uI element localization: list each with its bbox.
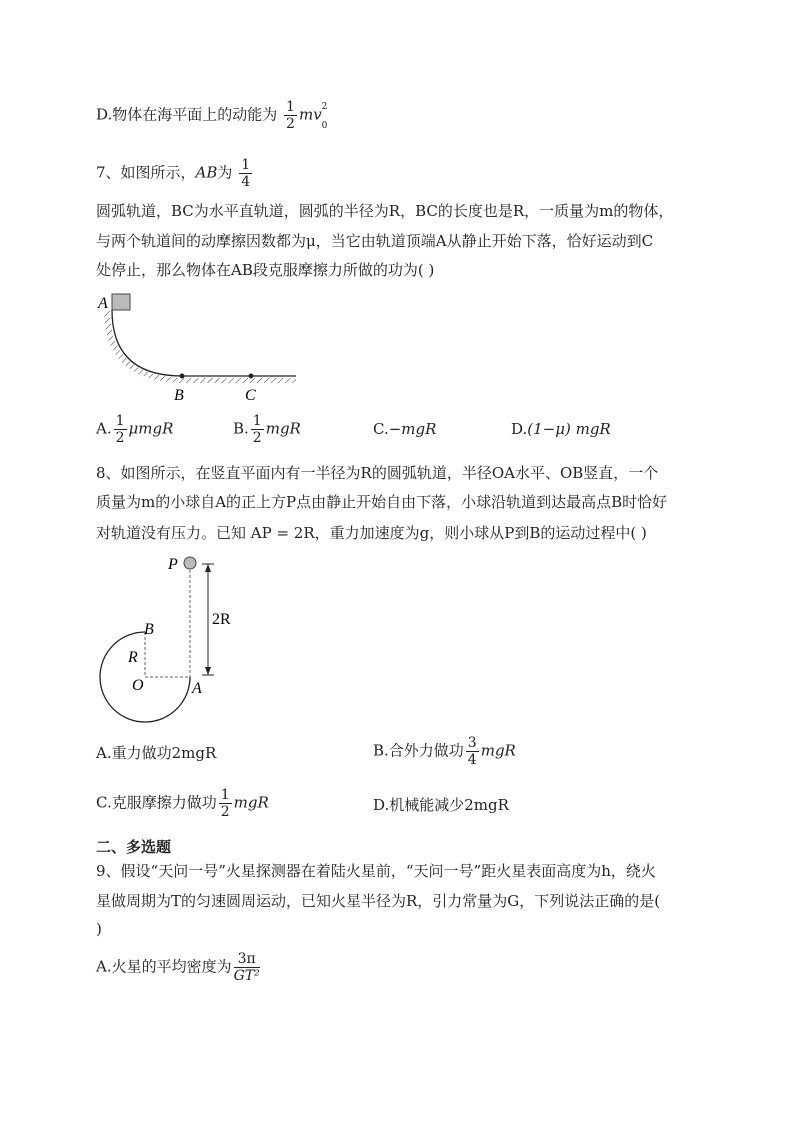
q8-circle-track-diagram (90, 550, 250, 725)
label-r: R (128, 649, 138, 666)
section-heading: 二、多选题 (96, 838, 172, 856)
point-c (249, 374, 254, 379)
fraction: $\frac{1}{2}$ (286, 99, 295, 132)
q8-line1: 8、如图所示，在竖直平面内有一半径为R的圆弧轨道，半径OA水平、OB竖直，一个 (96, 464, 659, 482)
ball (184, 557, 196, 569)
label-p: P (168, 556, 178, 573)
label-a: A (98, 295, 108, 312)
label-b: B (174, 387, 184, 404)
q7-track-diagram (90, 288, 310, 408)
label-b: B (144, 621, 154, 638)
hatch-shading (104, 310, 296, 383)
q8-option-c[interactable]: C.克服摩擦力做功 $\frac{1}{2}$ mgR (96, 787, 269, 820)
arc-track (112, 310, 296, 376)
arrow-bottom (205, 667, 211, 675)
formula: mv (298, 105, 322, 124)
q7-line2: 圆弧轨道，BC为水平直轨道，圆弧的半径为R，BC的长度也是R，一质量为m的物体， (96, 202, 674, 220)
label-c: C (245, 387, 256, 404)
q8-line2: 质量为m的小球自A的正上方P点由静止开始自由下落，小球沿轨道到达最高点B时恰好 (96, 493, 668, 511)
q8-option-a[interactable]: A.重力做功2mgR (96, 744, 217, 762)
q7-option-a[interactable]: A. $\frac{1}{2}$ μmgR (96, 413, 174, 446)
q8-line3: 对轨道没有压力。已知 AP = 2R，重力加速度为g，则小球从P到B的运动过程中( ) (96, 524, 647, 542)
arrow-top (205, 564, 211, 572)
label-o: O (132, 677, 144, 694)
fraction-quarter: $\frac{1}{4}$ (241, 157, 251, 190)
q7-option-b[interactable]: B. $\frac{1}{2}$ mgR (233, 413, 301, 446)
q8-option-d[interactable]: D.机械能减少2mgR (373, 796, 509, 814)
q8-option-b[interactable]: B.合外力做功 $\frac{3}{4}$ mgR (373, 735, 516, 768)
q9-line1: 9、假设“天问一号”火星探测器在着陆火星前，“天问一号”距火星表面高度为h，绕火 (96, 862, 656, 880)
q9-line3: ) (96, 920, 102, 938)
q7-option-d[interactable]: D.(1−μ) mgR (511, 420, 611, 438)
q9-line2: 星做周期为T的匀速圆周运动，已知火星半径为R，引力常量为G，下列说法正确的是( (96, 892, 661, 910)
label-a: A (192, 680, 202, 697)
q6-option-d-text: D.物体在海平面上的动能为 (96, 105, 278, 124)
q7-line3: 与两个轨道间的动摩擦因数都为μ，当它由轨道顶端A从静止开始下落，恰好运动到C (96, 232, 654, 250)
q7-stem: 7、如图所示，AB为 $\frac{1}{4}$ (96, 157, 251, 190)
block (112, 294, 130, 310)
q9-option-a[interactable]: A.火星的平均密度为 $\frac{3\pi}{\text{GT²}}$ (96, 951, 260, 984)
q6-option-d: D.物体在海平面上的动能为 $\frac{1}{2}$ mv 2 $_0$ (96, 99, 328, 132)
q7-line4: 处停止，那么物体在AB段克服摩擦力所做的功为( ) (96, 261, 435, 279)
point-b (180, 374, 185, 379)
q7-option-c[interactable]: C.−mgR (373, 420, 437, 438)
label-2r: 2R (212, 611, 231, 628)
